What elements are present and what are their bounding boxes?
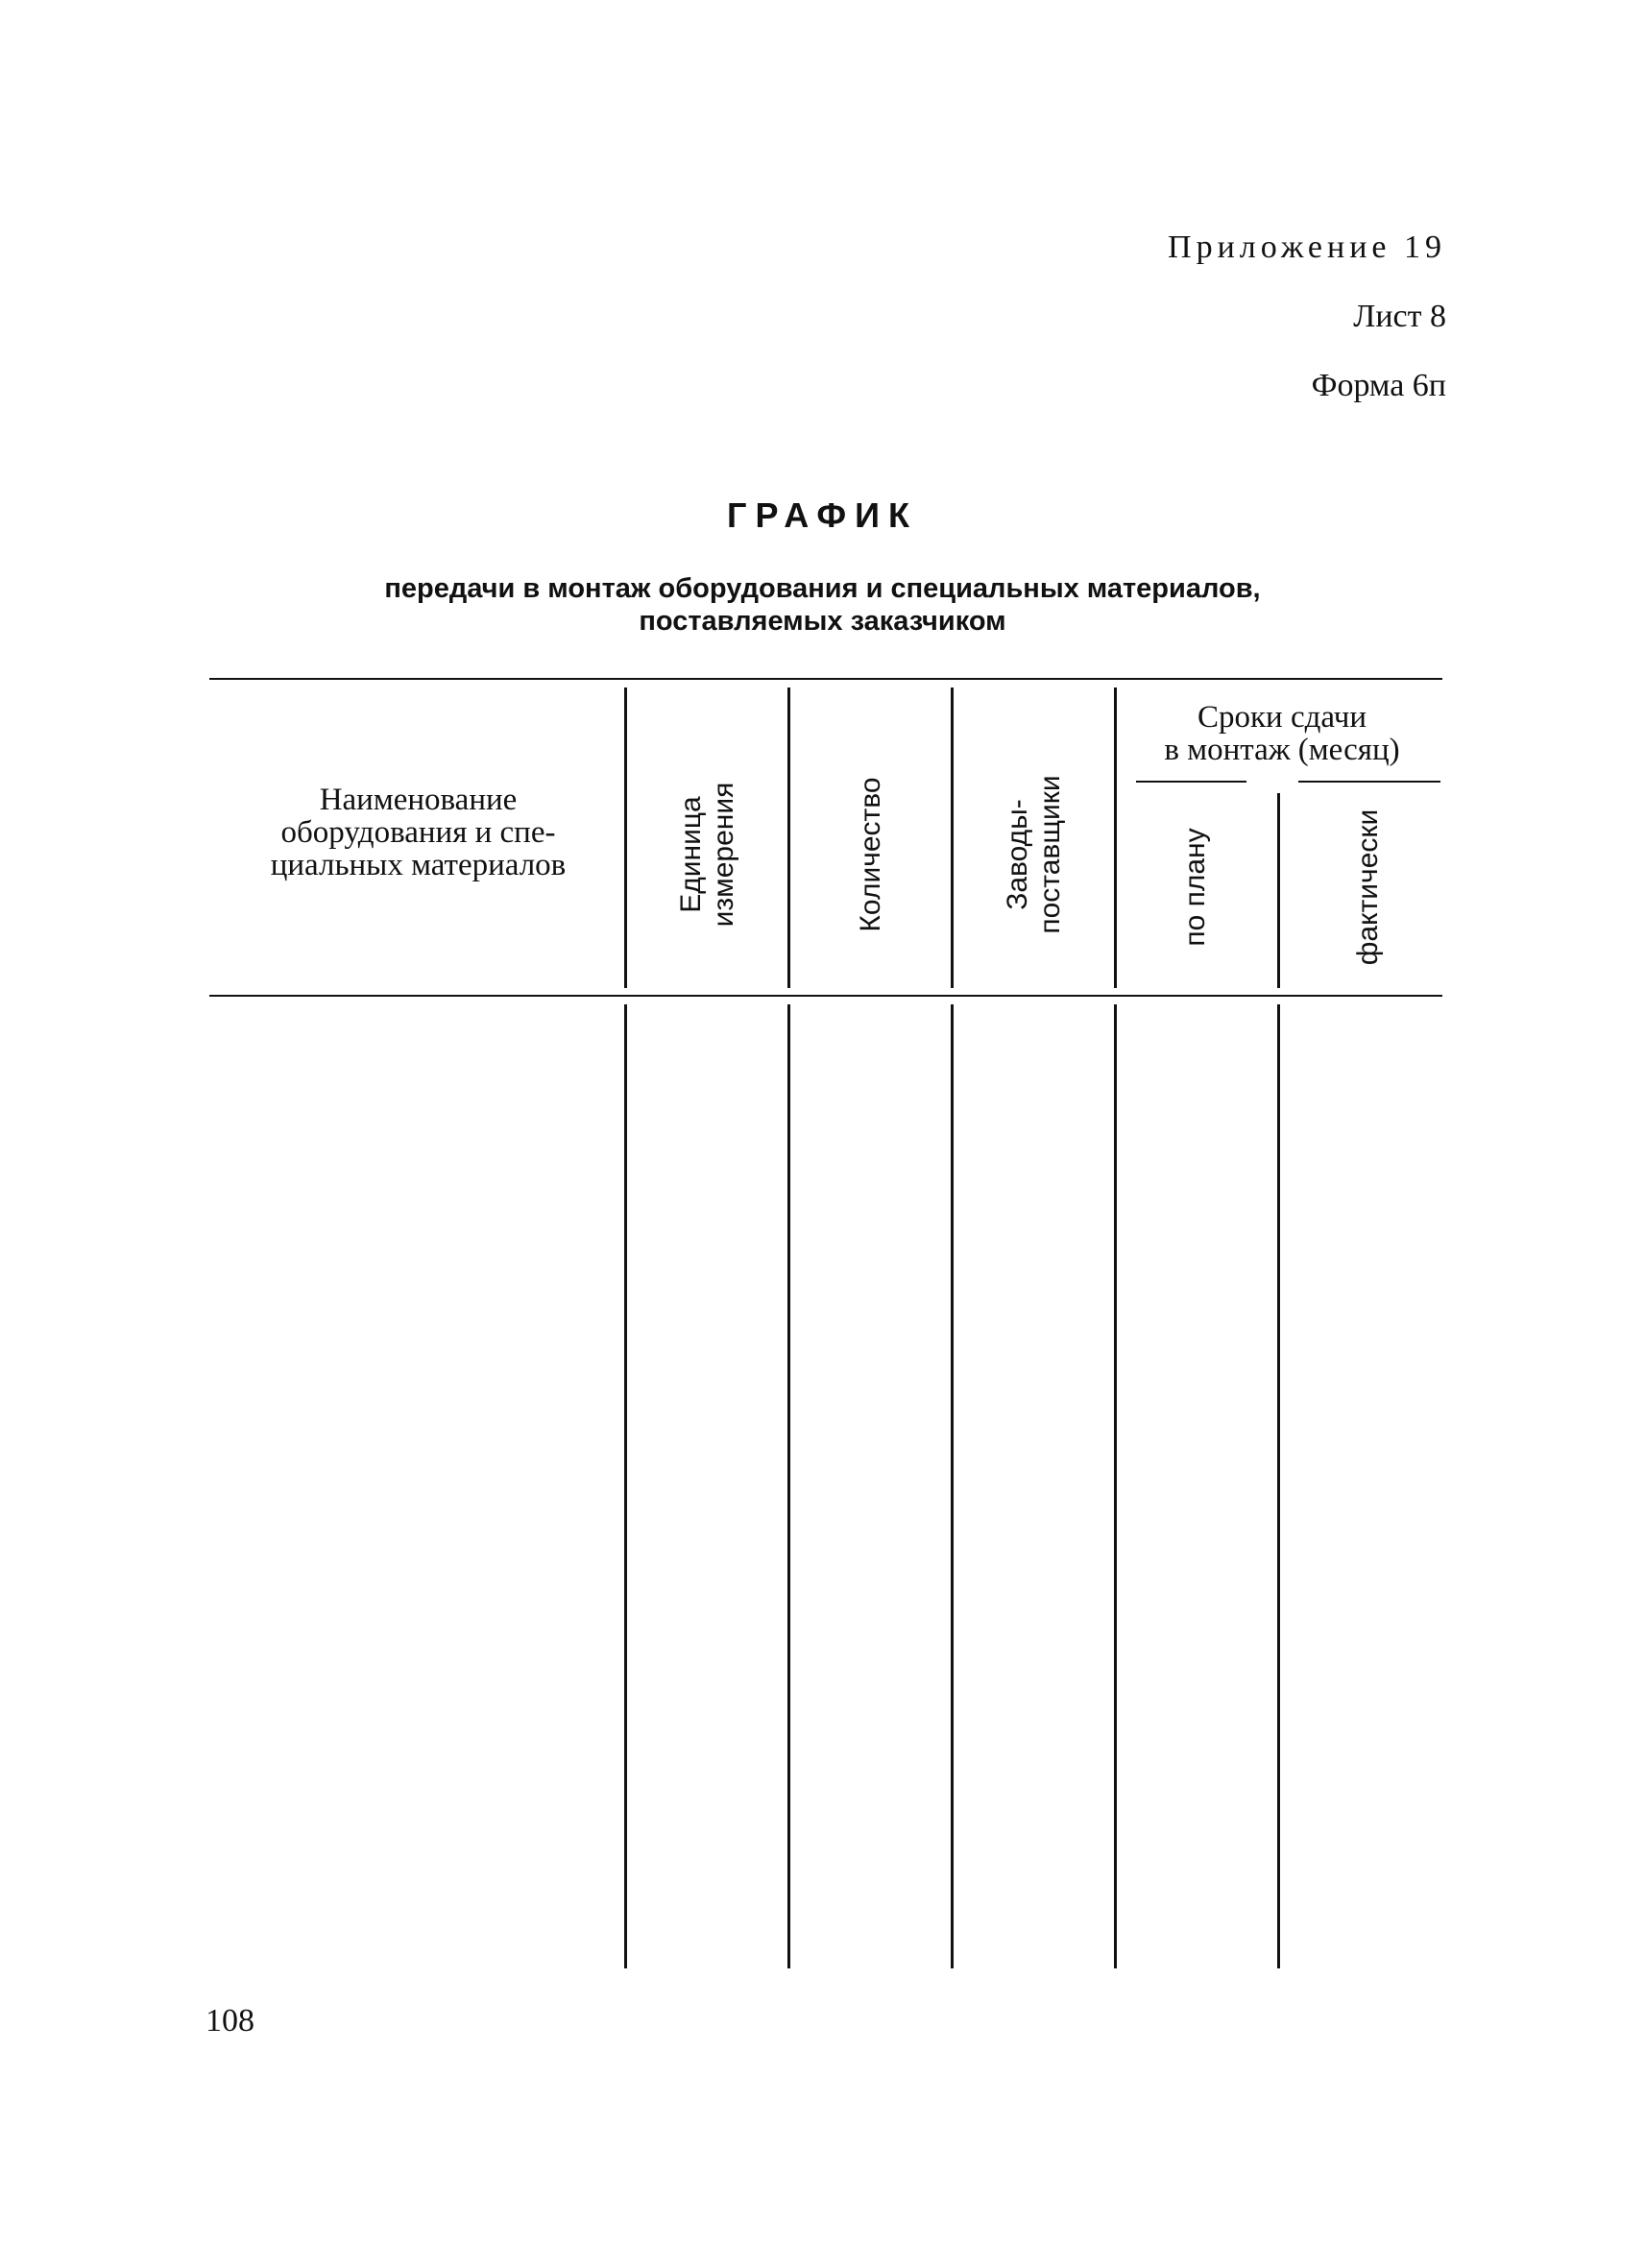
divider-header-2 [787,688,790,988]
document-title: ГРАФИК [727,495,918,535]
column-header-quantity-text: Количество [855,777,886,932]
column-header-by-plan-text: по плану [1179,828,1211,947]
column-header-suppliers-line-1: Заводы- [1002,799,1033,910]
divider-body-4 [1114,1004,1117,1968]
column-group-deadlines-line-1: Сроки сдачи [1197,700,1367,735]
form-label: Форма 6п [1311,368,1446,403]
column-group-deadlines [1124,701,1440,766]
column-header-suppliers-line-2: поставщики [1034,775,1066,934]
divider-header-5 [1277,793,1280,988]
column-header-name-line-2: оборудования и спе- [280,815,556,850]
subtitle-line-2: поставляемых заказчиком [639,606,1006,637]
column-header-unit-line-1: Единица [675,796,707,913]
column-header-name-line-1: Наименование [319,783,518,817]
deadline-group-underline-right [1298,781,1440,783]
appendix-label: Приложение 19 [1168,229,1446,265]
column-group-deadlines-line-2: в монтаж (месяц) [1164,733,1400,767]
table-top-rule [209,678,1442,680]
divider-body-5 [1277,1004,1280,1968]
column-header-name-line-3: циальных материалов [270,848,567,882]
document-subtitle [0,572,1645,638]
column-header-unit [675,735,740,975]
divider-header-4 [1114,688,1117,988]
divider-body-3 [951,1004,954,1968]
column-header-suppliers [1002,735,1067,975]
divider-header-3 [951,688,954,988]
column-header-actual-text: фактически [1352,808,1384,966]
page-number: 108 [206,2003,254,2039]
deadline-group-underline-left [1136,781,1246,783]
sheet-label: Лист 8 [1353,299,1446,334]
divider-body-1 [624,1004,627,1968]
table-header-bottom-rule [209,995,1442,997]
subtitle-line-1: передачи в монтаж оборудования и специальных материалов, [384,573,1261,604]
column-header-name [209,784,627,881]
column-header-by-plan [1179,791,1212,983]
column-header-quantity [855,735,887,975]
divider-body-2 [787,1004,790,1968]
column-header-unit-line-2: измерения [708,782,739,928]
column-header-actual [1352,791,1385,983]
